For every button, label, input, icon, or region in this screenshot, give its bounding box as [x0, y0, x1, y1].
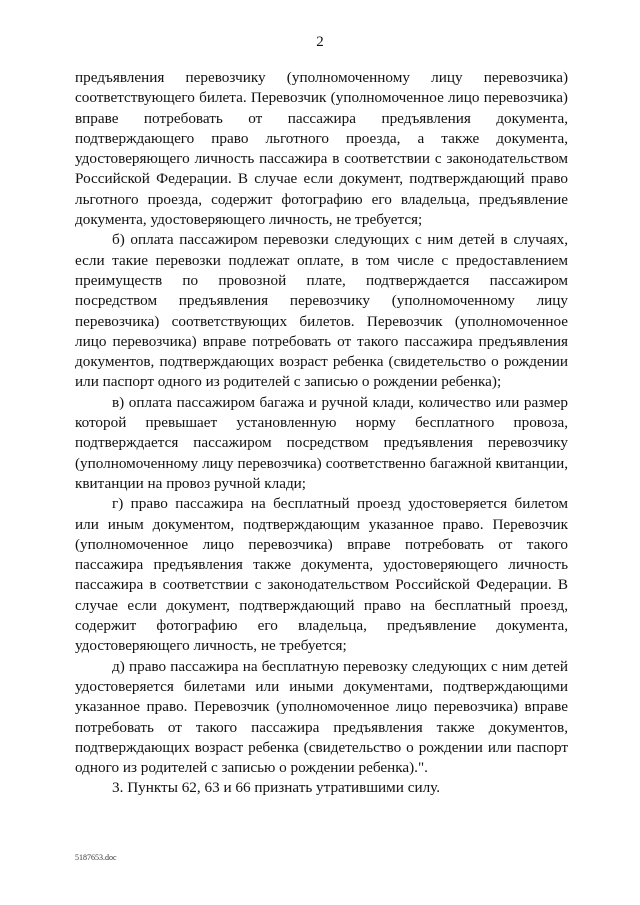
paragraph-b: б) оплата пассажиром перевозки следующих с ним детей в случаях, если такие перевозки подлежат оплате, в том числе с предоставлением преимуществ по провозной плате, подтверждается пассажиром посредством предъявления перевозчику (уполномоченному лицу перевозчика) соответствующих билетов. Перевозчик (уполномоченное лицо перевозчика) вправе потребовать от такого пассажира предъявления документов, подтверждающих возраст ребенка (свидетельство о рождении или паспорт одного из родителей с записью о рождении ребенка); — [75, 231, 568, 391]
document-body — [75, 68, 568, 799]
paragraph-continuation: предъявления перевозчику (уполномоченному лицу перевозчика) соответствующего билета. Перевозчик (уполномоченное лицо перевозчика) вправе потребовать от пассажира предъявления документа, подтверждающего право льготного проезда, а также документа, удостоверяющего личность пассажира в соответствии с законодательством Российской Федерации. В случае если документ, подтверждающий право льготного проезда, содержит фотографию его владельца, предъявление документа, удостоверяющего личность, не требуется; — [75, 69, 568, 229]
footer-filename: 5187653.doc — [75, 853, 117, 862]
paragraph-item-3: 3. Пункты 62, 63 и 66 признать утратившими силу. — [112, 779, 441, 797]
paragraph-d: д) право пассажира на бесплатную перевозку следующих с ним детей удостоверяется билетами или иными документами, подтверждающими указанное право. Перевозчик (уполномоченное лицо перевозчика) вправе потребовать от такого пассажира предъявления также документов, подтверждающих возраст ребенка (свидетельство о рождении или паспорт одного из родителей с записью о рождении ребенка).". — [75, 657, 568, 777]
paragraph-g: г) право пассажира на бесплатный проезд удостоверяется билетом или иным документом, подтверждающим указанное право. Перевозчик (уполномоченное лицо перевозчика) вправе потребовать от такого пассажира предъявления также документа, удостоверяющего личность пассажира в соответствии с законодательством Российской Федерации. В случае если документ, подтверждающий право на бесплатный проезд, содержит фотографию его владельца, предъявление документа, удостоверяющего личность, не требуется; — [75, 495, 568, 655]
page-number: 2 — [316, 34, 324, 50]
paragraph-v: в) оплата пассажиром багажа и ручной клади, количество или размер которой превышает установленную норму бесплатного провоза, подтверждается пассажиром посредством предъявления перевозчику (уполномоченному лицу перевозчика) соответственно багажной квитанции, квитанции на провоз ручной клади; — [75, 393, 568, 492]
